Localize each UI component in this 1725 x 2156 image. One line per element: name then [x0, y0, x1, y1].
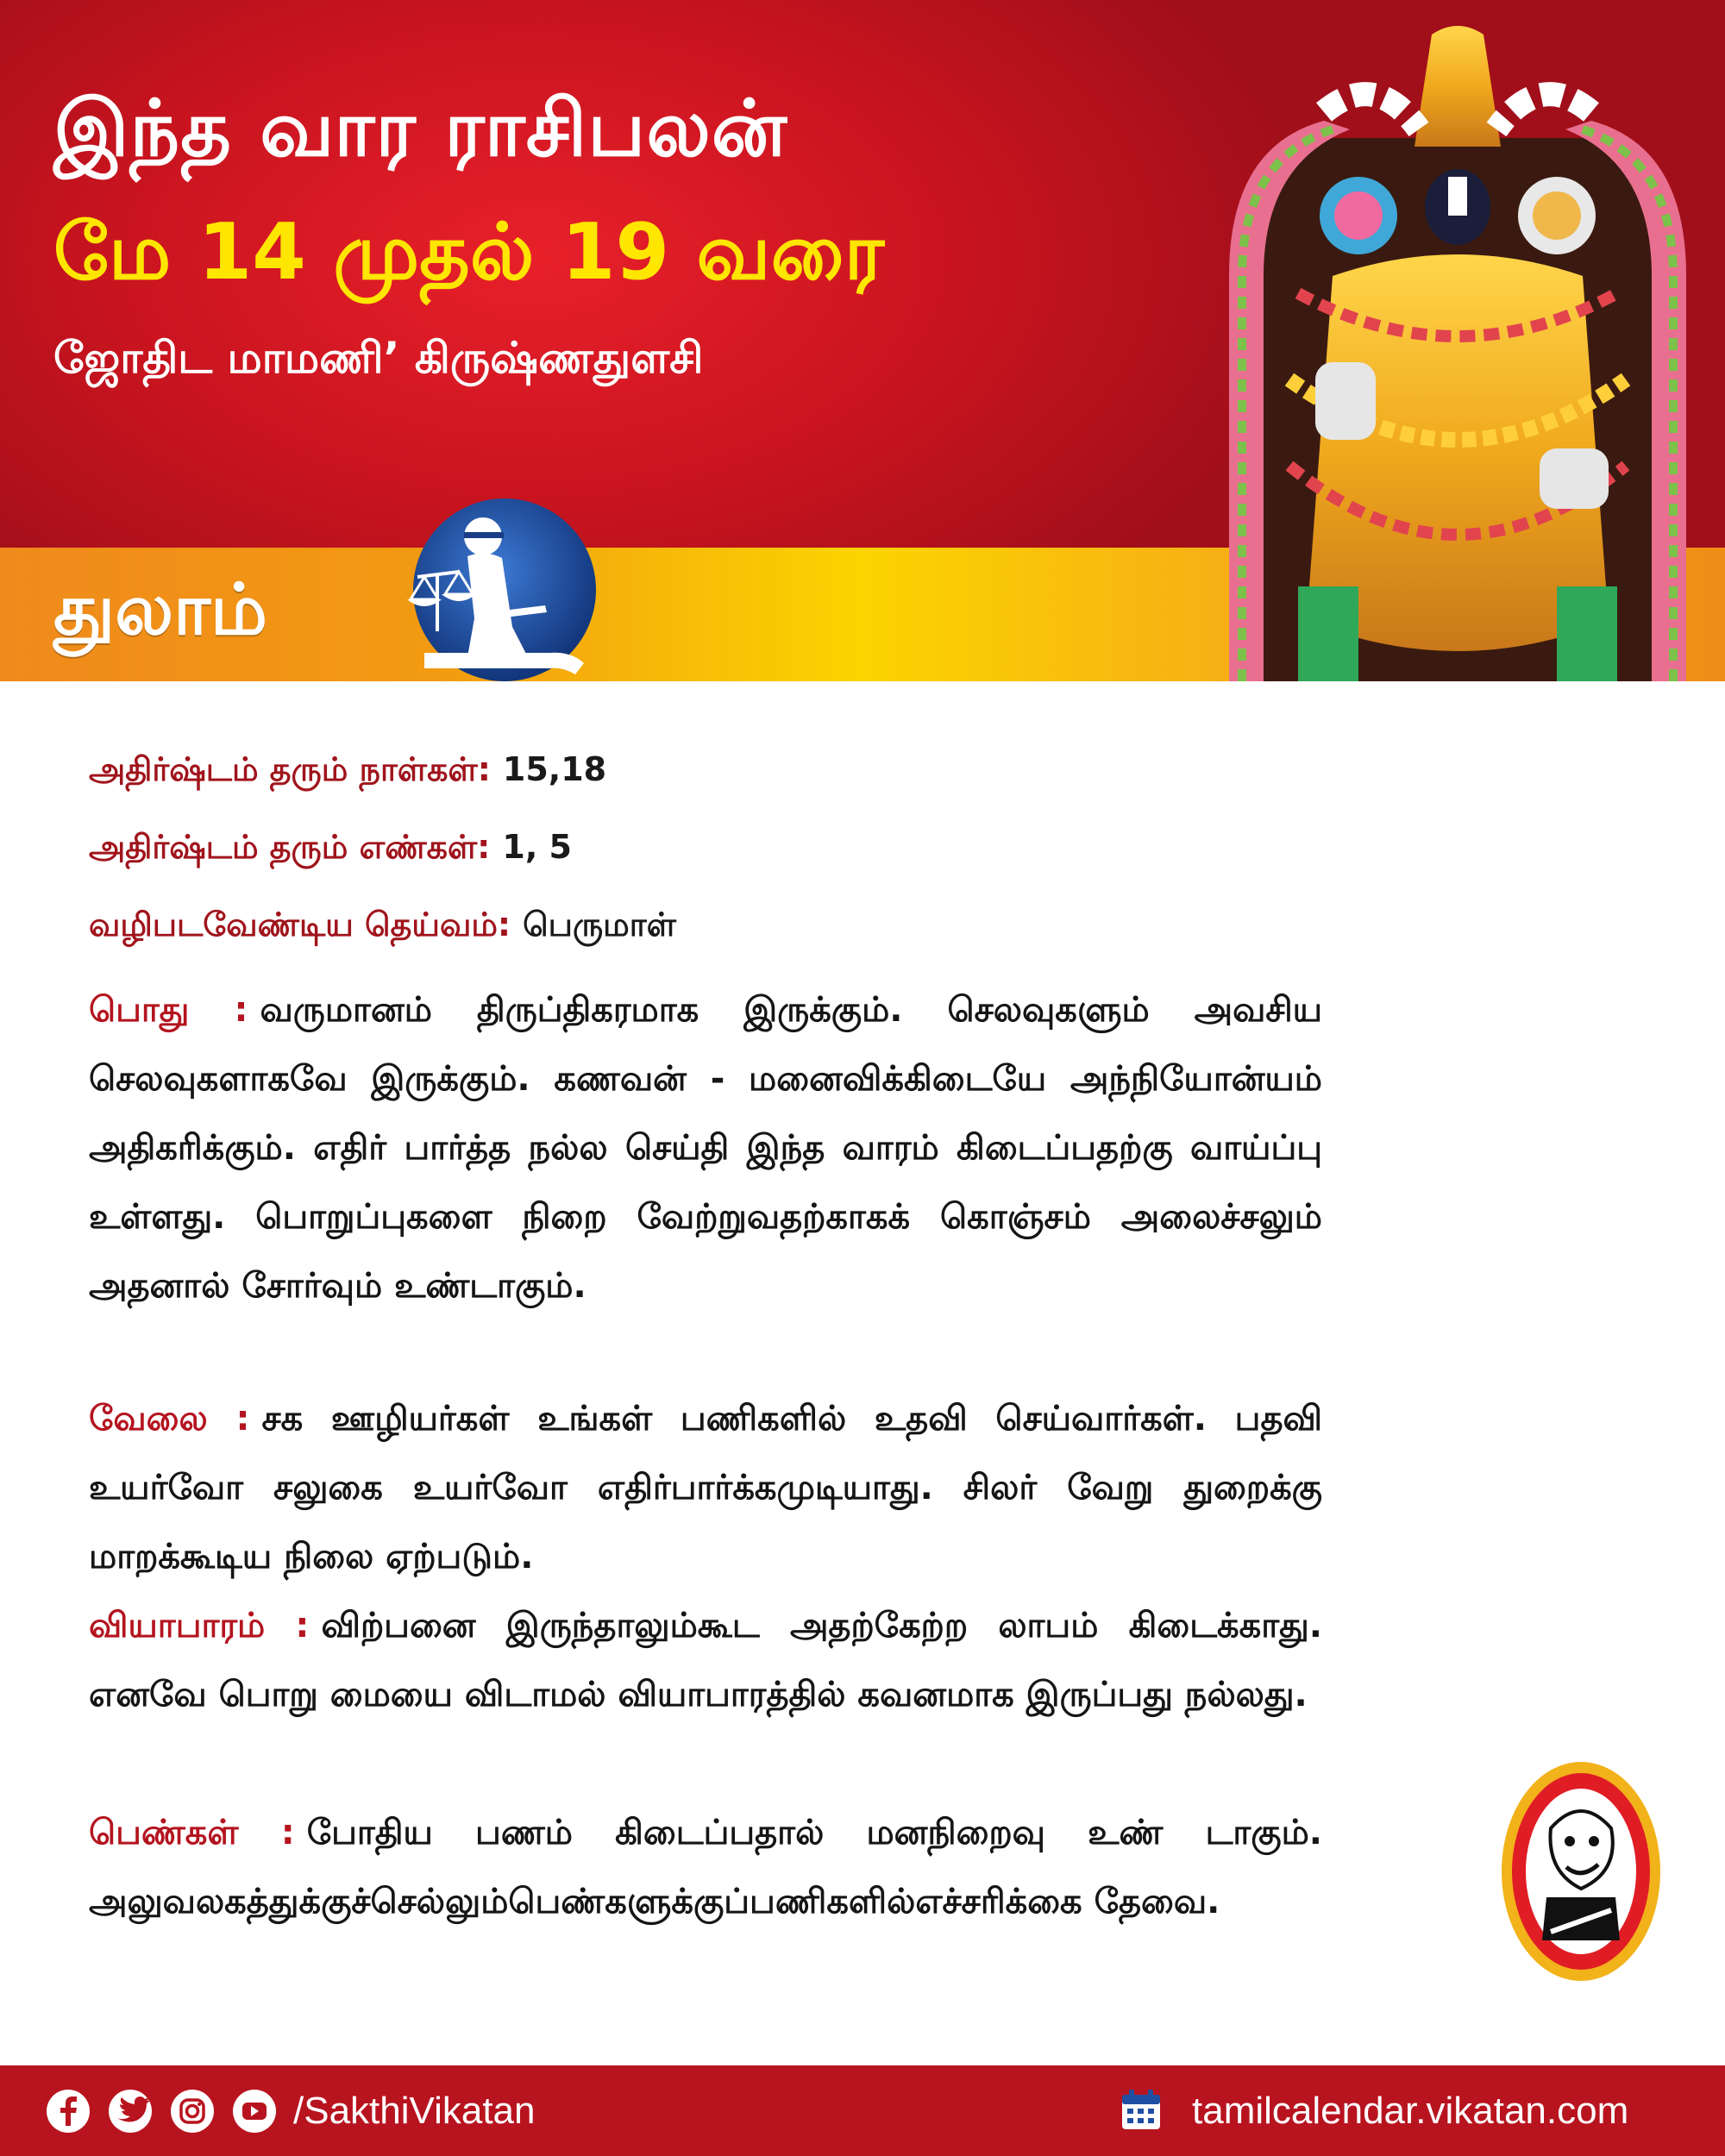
social-handle[interactable]: /SakthiVikatan — [293, 2090, 536, 2132]
deity-row — [89, 908, 676, 941]
women-section — [89, 1798, 1322, 1936]
deity-label: வழிபடவேண்டிய தெய்வம்: — [89, 906, 511, 943]
libra-scales-icon — [398, 498, 611, 687]
twitter-icon[interactable] — [109, 2090, 152, 2133]
vikatan-mascot-logo — [1499, 1759, 1663, 1984]
author-name: ஜோதிட மாமணி’ கிருஷ்ணதுளசி — [53, 333, 704, 383]
general-label: பொது : — [89, 990, 248, 1030]
business-section — [89, 1591, 1322, 1729]
women-text: போதிய பணம் கிடைப்பதால் மனநிறைவு உண் டாகும். அலுவலகத்துக்குச்செல்லும்பெண்களுக்குப்பணிகளில்எச்சரிக்கை தேவை. — [89, 1813, 1323, 1921]
lucky-numbers-row — [89, 828, 572, 866]
facebook-icon[interactable] — [47, 2090, 90, 2133]
page-title: இந்த வார ராசிபலன் — [53, 84, 788, 174]
website-link[interactable]: tamilcalendar.vikatan.com — [1192, 2090, 1629, 2132]
lucky-days-row — [89, 750, 607, 788]
date-range: மே 14 முதல் 19 வரை — [53, 207, 885, 298]
business-label: வியாபாரம் : — [89, 1606, 310, 1645]
sign-name: துலாம் — [53, 569, 268, 651]
lucky-days-value: 15,18 — [502, 750, 607, 788]
perumal-deity-illustration — [1203, 17, 1712, 681]
calendar-icon — [1119, 2088, 1164, 2133]
women-label: பெண்கள் : — [89, 1813, 295, 1852]
work-text: சக ஊழியர்கள் உங்கள் பணிகளில் உதவி செய்வார்கள். பதவி உயர்வோ சலுகை உயர்வோ எதிர்பார்க்கமுடியாது. சிலர் வேறு துறைக்கு மாறக்கூடிய நிலை ஏற்படும். — [89, 1399, 1322, 1576]
lucky-days-label: அதிர்ஷ்டம் தரும் நாள்கள்: — [89, 750, 491, 788]
youtube-icon[interactable] — [233, 2090, 276, 2133]
work-label: வேலை : — [89, 1399, 250, 1438]
general-text: வருமானம் திருப்திகரமாக இருக்கும். செலவுகளும் அவசிய செலவுகளாகவே இருக்கும். கணவன் - மனைவிக்கிடையே அந்நியோன்யம் அதிகரிக்கும். எதிர் பார்த்த நல்ல செய்தி இந்த வாரம் கிடைப்பதற்கு வாய்ப்பு உள்ளது. பொறுப்புகளை நிறை வேற்றுவதற்காகக் கொஞ்சம் அலைச்சலும் அதனால் சோர்வும் உண்டாகும். — [89, 990, 1323, 1306]
instagram-icon[interactable] — [171, 2090, 214, 2133]
general-section — [89, 975, 1322, 1320]
lucky-numbers-value: 1, 5 — [502, 828, 572, 866]
work-section — [89, 1384, 1322, 1591]
social-icons — [45, 2088, 285, 2134]
business-text: விற்பனை இருந்தாலும்கூட அதற்கேற்ற லாபம் கிடைக்காது. எனவே பொறு மையை விடாமல் வியாபாரத்தில் கவனமாக இருப்பது நல்லது. — [89, 1606, 1323, 1714]
lucky-numbers-label: அதிர்ஷ்டம் தரும் எண்கள்: — [89, 828, 491, 866]
deity-value: பெருமாள் — [523, 906, 676, 943]
